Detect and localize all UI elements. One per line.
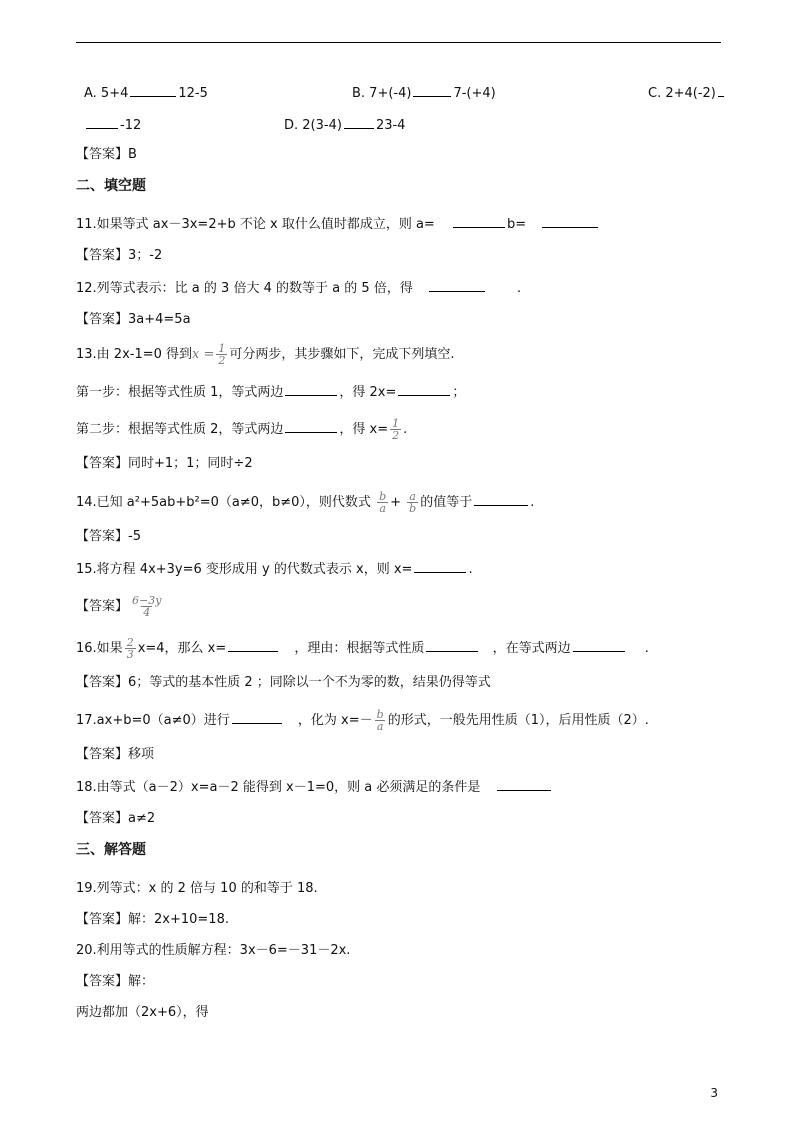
blank <box>429 279 485 292</box>
q18-question: 18.由等式（a－2）x=a－2 能得到 x－1=0，则 a 必须满足的条件是 <box>76 778 553 797</box>
q17-question: 17.ax+b=0（a≠0）进行 ，化为 x=－ $\frac{b}{a}$ 的形式，一般先用性质（1），后用性质（2）. <box>76 708 649 733</box>
section-heading-fill-in: 二、填空题 <box>76 178 146 194</box>
blank <box>474 493 528 506</box>
fraction-b-over-a: $\frac{b}{a}$ <box>379 490 387 515</box>
fraction-answer: $\frac{6-3y}{4}$ <box>132 594 162 619</box>
q13-question: 13.由 2x-1=0 得到x = $\frac{1}{2}$ 可分两步，其步骤如下，完成下列填空. <box>76 342 455 367</box>
fraction-two-thirds: $\frac{2}{3}$ <box>126 636 134 661</box>
blank <box>453 215 505 228</box>
q13-answer: 【答案】同时+1；1；同时÷2 <box>76 456 253 471</box>
section-heading-solve: 三、解答题 <box>76 842 146 858</box>
blank <box>344 116 374 129</box>
blank <box>718 84 724 97</box>
blank <box>86 116 118 129</box>
q10-option-a: A. 5+4 12-5 <box>84 86 208 101</box>
blank <box>497 778 551 791</box>
q10-option-b: B. 7+(-4) 7-(+4) <box>352 86 496 101</box>
q19-answer: 【答案】解：2x+10=18. <box>76 912 229 927</box>
blank <box>285 420 337 433</box>
blank <box>285 383 337 396</box>
q19-question: 19.列等式：x 的 2 倍与 10 的和等于 18. <box>76 881 318 896</box>
q12-answer: 【答案】3a+4=5a <box>76 312 191 327</box>
q14-question: 14.已知 a²+5ab+b²=0（a≠0，b≠0），则代数式 $\frac{b}{a}$ + $\frac{a}{b}$ 的值等于 . <box>76 490 535 515</box>
q15-question: 15.将方程 4x+3y=6 变形成用 y 的代数式表示 x，则 x= . <box>76 562 473 577</box>
q10-option-c-continued: -12 <box>84 116 141 135</box>
blank <box>542 215 598 228</box>
q13-step2: 第二步：根据等式性质 2，等式两边 ，得 x= $\frac{1}{2}$ . <box>76 417 408 442</box>
header-rule <box>76 42 721 43</box>
fraction-b-over-a: $\frac{b}{a}$ <box>376 708 384 733</box>
blank <box>232 711 282 724</box>
q17-answer: 【答案】移项 <box>76 747 155 762</box>
q10-option-d: D. 2(3-4) 23-4 <box>284 118 406 133</box>
q18-answer: 【答案】a≠2 <box>76 811 156 826</box>
page-number: 3 <box>710 1086 718 1100</box>
q16-question: 16.如果 $\frac{2}{3}$ x=4，那么 x= ，理由：根据等式性质 ，在等式两边 . <box>76 636 649 661</box>
q10-option-c: C. 2+4(-2) <box>648 84 726 103</box>
blank <box>130 84 176 97</box>
q13-step1: 第一步：根据等式性质 1，等式两边 ，得 2x= ； <box>76 385 466 400</box>
blank <box>413 84 451 97</box>
q12-question: 12.列等式表示：比 a 的 3 倍大 4 的数等于 a 的 5 倍，得 . <box>76 281 522 296</box>
q11-answer: 【答案】3；-2 <box>76 248 163 263</box>
blank <box>228 639 278 652</box>
fraction-one-half: $\frac{1}{2}$ <box>392 417 400 442</box>
q10-answer: 【答案】B <box>76 147 137 162</box>
q15-answer: 【答案】 $\frac{6-3y}{4}$ <box>76 594 162 619</box>
q20-question: 20.利用等式的性质解方程：3x－6=－31－2x. <box>76 943 351 958</box>
q16-answer: 【答案】6；等式的基本性质 2 ；同除以一个不为零的数，结果仍得等式 <box>76 675 491 690</box>
q11-question: 11.如果等式 ax－3x=2+b 不论 x 取什么值时都成立，则 a= b= <box>76 215 600 234</box>
blank <box>414 560 466 573</box>
blank <box>426 639 478 652</box>
blank <box>573 639 625 652</box>
q20-answer: 【答案】解： <box>76 974 155 989</box>
fraction-a-over-b: $\frac{a}{b}$ <box>409 490 417 515</box>
blank <box>398 383 450 396</box>
q20-step: 两边都加（2x+6），得 <box>76 1005 209 1020</box>
fraction-one-half: $\frac{1}{2}$ <box>218 342 226 367</box>
q14-answer: 【答案】-5 <box>76 529 141 544</box>
